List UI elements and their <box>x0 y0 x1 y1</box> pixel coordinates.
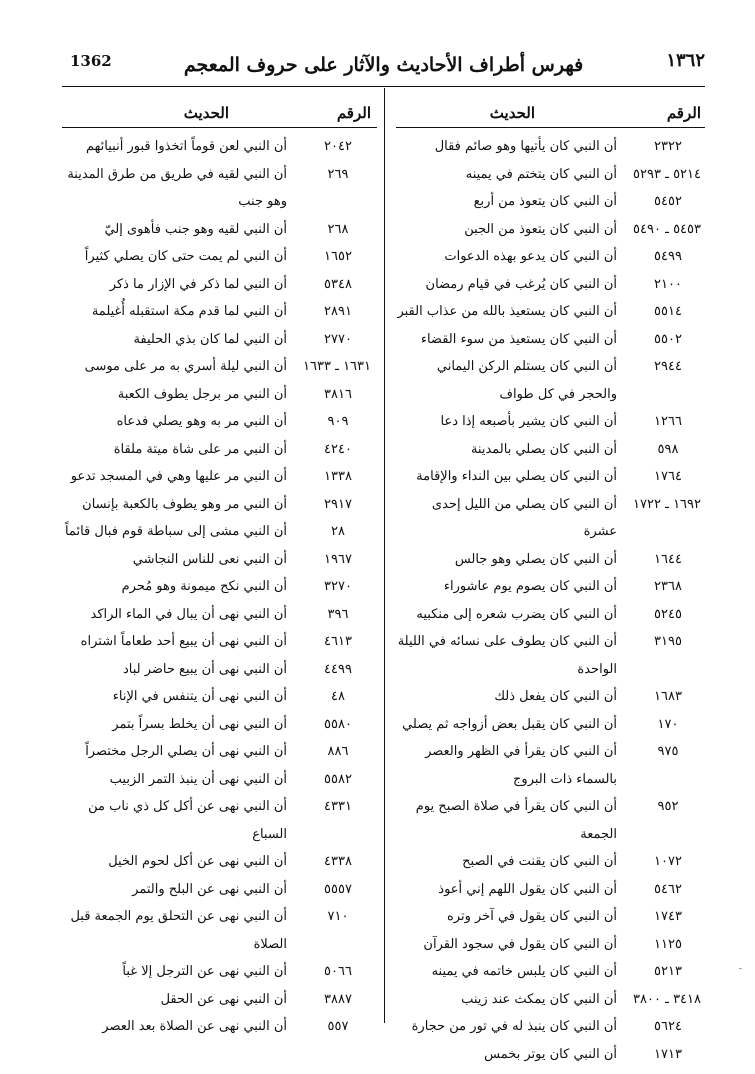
entry-text: أن النبي كان يضرب شعره إلى منكبيه <box>416 606 617 622</box>
index-entry <box>62 463 379 491</box>
entry-text: أن النبي كان يلبس خاتمه في يمينه <box>431 964 617 979</box>
entry-number: ١٦٣١ ـ ١٦٣٣ <box>303 359 371 374</box>
entry-text: أن النبي كان يقبل بعض أزواجه ثم يصلي <box>402 716 617 732</box>
entry-number: ٤٣٣١ <box>324 799 352 814</box>
entry-text: أن النبي نهى أن يبيع حاضر لباد <box>122 661 287 677</box>
entry-text: أن النبي نكح ميمونة وهو مُحرم <box>121 579 287 594</box>
index-entry <box>62 1013 379 1041</box>
index-entry <box>62 766 379 794</box>
index-entry <box>62 353 379 381</box>
entry-text: أن النبي كان يستعيذ من سوء القضاء <box>420 331 617 347</box>
index-entry <box>62 436 379 464</box>
index-entry <box>62 381 379 409</box>
entry-text: أن النبي نهى عن الحقل <box>160 991 287 1007</box>
index-entry <box>62 628 379 656</box>
entry-text: أن النبي كان يأتيها وهو صائم فقال <box>434 139 617 154</box>
entry-number: ٣٨٨٧ <box>324 991 352 1007</box>
index-entry <box>62 958 379 986</box>
entry-number: ١٠٧٢ <box>654 854 682 869</box>
entry-text: أن النبي نهى عن التحلق يوم الجمعة قبل الصلاة <box>70 909 287 952</box>
entry-number: ١٦٨٣ <box>654 689 682 704</box>
index-entry <box>62 683 379 711</box>
index-entry <box>396 546 705 574</box>
entry-text: أن النبي نهى أن يبال في الماء الراكد <box>90 606 287 622</box>
entry-text: أن النبي كان يمكث عند زينب <box>461 991 617 1007</box>
index-entry <box>396 133 705 161</box>
index-entry <box>62 408 379 436</box>
entry-number: ١١٢٥ <box>654 936 682 952</box>
entry-text: أن النبي كان يطوف على نسائه في الليلة الواحدة <box>397 634 617 677</box>
entry-number: ٧١٠ <box>327 909 349 924</box>
entry-number: ١٧٠ <box>657 716 679 732</box>
page-header <box>62 50 705 84</box>
entry-number: ٥٤٦٢ <box>654 881 682 897</box>
entry-text: أن النبي كان يتعوذ من الجبن <box>464 221 617 237</box>
entry-number: ٥٢١٣ <box>654 964 682 979</box>
entry-text: أن النبي لقيه في طريق من طرق المدينة وهو جنب <box>67 166 287 209</box>
index-entry <box>396 876 705 904</box>
entry-number: ٢٣٢٢ <box>654 139 682 154</box>
entry-text: أن النبي مر برجل يطوف الكعبة <box>117 386 287 402</box>
left-column <box>62 92 379 1041</box>
entry-number: ٥٢٤٥ <box>654 606 682 622</box>
left-column-header <box>62 92 379 128</box>
index-entry <box>396 601 705 629</box>
entry-text: أن النبي كان يصوم يوم عاشوراء <box>443 579 617 594</box>
entry-text: أن النبي لعن قوماً اتخذوا قبور أنبيائهم <box>86 139 287 154</box>
entry-number: ١٦٤٤ <box>654 551 682 567</box>
index-entry <box>396 216 705 244</box>
index-entry <box>396 408 705 436</box>
entry-number: ٢٦٩ <box>327 166 349 182</box>
entry-text: أن النبي كان ينبذ له في تور من حجارة <box>411 1019 617 1034</box>
entry-text: أن النبي كان يُرغب في قيام رمضان <box>425 276 617 292</box>
index-entry <box>396 573 705 601</box>
index-entry <box>396 491 705 546</box>
column-heading-rule <box>396 127 705 128</box>
entry-text: أن النبي مر على شاة ميتة ملقاة <box>113 441 287 457</box>
entry-text: أن النبي لم يمت حتى كان يصلي كثيراً <box>84 249 287 264</box>
entry-number: ١٣٣٨ <box>324 469 352 484</box>
entry-number: ١٧٤٣ <box>654 909 682 924</box>
right-column-header <box>396 92 705 128</box>
entry-number: ١٧١٣ <box>654 1046 682 1062</box>
index-entry <box>396 903 705 931</box>
index-entry <box>396 188 705 216</box>
index-entry <box>396 353 705 408</box>
entry-number: ٣٨١٦ <box>324 386 352 402</box>
entry-number: ٢٨٩١ <box>324 304 352 319</box>
entry-number: ٤٤٩٩ <box>324 661 352 677</box>
entry-text: أن النبي نهى عن الصلاة بعد العصر <box>102 1019 287 1034</box>
entry-text: أن النبي كان يقول اللهم إني أعوذ <box>438 881 617 897</box>
entry-text: أن النبي لما ذكر في الإزار ما ذكر <box>109 276 287 292</box>
index-entry <box>396 298 705 326</box>
entry-text: أن النبي نهى أن يصلي الرجل مختصراً <box>85 744 287 759</box>
entry-number: ٥٥٨٠ <box>324 716 352 732</box>
left-column-rows <box>62 128 379 1041</box>
entry-text: أن النبي نهى عن البلح والتمر <box>132 881 287 897</box>
index-entry <box>62 271 379 299</box>
entry-text: أن النبي نهى عن أكل لحوم الخيل <box>108 854 287 869</box>
page-number-latin: 1362 <box>70 52 112 70</box>
entry-number: ٤٢٤٠ <box>324 441 352 457</box>
entry-text: أن النبي كان يتختم في يمينه <box>465 166 617 182</box>
index-entry <box>396 1013 705 1041</box>
index-entry <box>62 876 379 904</box>
entry-text: أن النبي كان يستلم الركن اليماني والحجر في كل طواف <box>436 359 617 402</box>
entry-text: أن النبي مر به وهو يصلي فدعاه <box>116 414 287 429</box>
entry-text: أن النبي كان يشير بأصبعه إذا دعا <box>440 414 617 429</box>
index-entry <box>396 711 705 739</box>
entry-number: ٥٤٥٣ ـ ٥٤٩٠ <box>633 221 701 237</box>
number-column-heading: الرقم <box>336 104 371 122</box>
index-entry <box>396 436 705 464</box>
index-entry <box>396 931 705 959</box>
entry-text: أن النبي لما قدم مكة استقبله أُغيلمة <box>91 304 287 319</box>
column-divider <box>384 88 385 1023</box>
entry-number: ٣١٩٥ <box>654 634 682 649</box>
right-column <box>396 92 705 1068</box>
index-entry <box>396 738 705 793</box>
number-column-heading: الرقم <box>666 104 701 122</box>
index-entry <box>62 573 379 601</box>
index-entry <box>396 683 705 711</box>
entry-text: أن النبي كان يصلي من الليل إحدى عشرة <box>431 496 617 539</box>
index-entry <box>62 518 379 546</box>
index-entry <box>62 738 379 766</box>
entry-text: أن النبي نهى عن أكل كل ذي ناب من السباع <box>88 799 287 842</box>
index-entry <box>396 848 705 876</box>
index-entry <box>62 243 379 271</box>
entry-number: ٥٥٥٧ <box>324 881 352 897</box>
index-entry <box>62 848 379 876</box>
hadith-column-heading: الحديث <box>489 104 535 122</box>
entry-number: ٥٩٨ <box>657 441 679 457</box>
entry-text: أن النبي نهى أن يخلط بسراً بتمر <box>112 716 287 732</box>
entry-text: أن النبي لما كان بذي الحليفة <box>133 331 287 347</box>
entry-number: ٥٢١٤ ـ ٥٢٩٣ <box>633 166 701 182</box>
entry-text: أن النبي نهى أن يبيع أحد طعاماً اشتراه <box>80 634 287 649</box>
entry-number: ٢٣٦٨ <box>654 579 682 594</box>
entry-number: ٥٤٥٢ <box>654 194 682 209</box>
index-entry <box>396 271 705 299</box>
entry-text: أن النبي ليلة أسري به مر على موسى <box>84 359 287 374</box>
entry-text: أن النبي كان يصلي وهو جالس <box>454 551 617 567</box>
entry-text: أن النبي لقيه وهو جنب فأهوى إليّ <box>104 221 287 237</box>
entry-text: أن النبي مر وهو يطوف بالكعبة بإنسان <box>82 496 287 512</box>
entry-number: ٣٩٦ <box>327 606 349 622</box>
index-entry <box>396 1041 705 1069</box>
entry-number: ٥٥١٤ <box>654 304 682 319</box>
entry-text: أن النبي كان يقرأ في صلاة الصبح يوم الجمعة <box>415 799 617 842</box>
index-entry <box>62 216 379 244</box>
entry-number: ٢٧٧٠ <box>324 331 352 347</box>
entry-number: ٥٥٧ <box>327 1019 349 1034</box>
index-entry <box>62 601 379 629</box>
page-title: فهرس أطراف الأحاديث والآثار على حروف المعجم <box>183 54 584 76</box>
index-entry <box>62 546 379 574</box>
entry-number: ٢٨ <box>331 524 345 539</box>
entry-number: ٥٠٦٦ <box>324 964 352 979</box>
index-entry <box>62 711 379 739</box>
index-entry <box>62 326 379 354</box>
entry-text: أن النبي كان يصلي بين النداء والإقامة <box>416 469 617 484</box>
entry-number: ٤٣٣٨ <box>324 854 352 869</box>
entry-number: ٥٥٨٢ <box>324 771 352 787</box>
entry-number: ٢٩١٧ <box>324 496 352 512</box>
entry-number: ٤٦١٣ <box>324 634 352 649</box>
entry-text: أن النبي كان يفعل ذلك <box>494 689 617 704</box>
index-entry <box>62 298 379 326</box>
entry-text: أن النبي كان يقرأ في الظهر والعصر بالسماء ذات البروج <box>425 744 617 787</box>
index-entry <box>396 326 705 354</box>
index-entry <box>62 793 379 848</box>
entry-number: ٨٨٦ <box>327 744 349 759</box>
entry-text: أن النبي كان يقول في سجود القرآن <box>423 936 617 952</box>
index-entry <box>62 491 379 519</box>
index-entry <box>396 793 705 848</box>
index-entry <box>396 463 705 491</box>
entry-number: ٢١٠٠ <box>654 276 682 292</box>
header-rule <box>62 86 705 87</box>
right-column-rows <box>396 128 705 1068</box>
entry-number: ١٦٥٢ <box>324 249 352 264</box>
entry-text: أن النبي نهى أن ينبذ التمر الزبيب <box>109 771 287 787</box>
index-entry <box>62 133 379 161</box>
entry-number: ٩٥٢ <box>657 799 679 814</box>
entry-number: ١٦٩٢ ـ ١٧٢٢ <box>633 496 701 512</box>
index-entry <box>396 958 705 986</box>
entry-text: أن النبي مشى إلى سباطة قوم فبال قائماً <box>64 524 287 539</box>
entry-text: أن النبي نهى عن الترجل إلا غباً <box>122 964 287 979</box>
index-entry <box>62 656 379 684</box>
index-entry <box>62 986 379 1014</box>
index-entry <box>62 903 379 958</box>
entry-number: ٣٢٧٠ <box>324 579 352 594</box>
entry-text: أن النبي نهى أن يتنفس في الإناء <box>112 689 287 704</box>
entry-text: أن النبي كان يدعو بهذه الدعوات <box>444 249 617 264</box>
entry-text: أن النبي مر عليها وهي في المسجد تدعو <box>70 469 287 484</box>
entry-number: ١٢٦٦ <box>654 414 682 429</box>
entry-number: ٩٧٥ <box>657 744 679 759</box>
entry-number: ٢٦٨ <box>327 221 349 237</box>
entry-number: ٤٨ <box>331 689 345 704</box>
entry-number: ١٧٦٤ <box>654 469 682 484</box>
entry-number: ٩٠٩ <box>327 414 349 429</box>
entry-number: ٥٦٢٤ <box>654 1019 682 1034</box>
entry-text: أن النبي نعى للناس النجاشي <box>132 551 287 567</box>
hadith-column-heading: الحديث <box>183 104 229 122</box>
entry-text: أن النبي كان يقنت في الصبح <box>462 854 617 869</box>
page-number-arabic: ١٣٦٢ <box>666 50 705 71</box>
column-heading-rule <box>62 127 377 128</box>
index-entry <box>396 628 705 683</box>
entry-number: ٢٩٤٤ <box>654 359 682 374</box>
entry-text: أن النبي كان يستعيذ بالله من عذاب القبر <box>397 304 617 319</box>
index-entry <box>62 161 379 216</box>
margin-mark: ˜ <box>738 968 743 978</box>
index-entry <box>396 986 705 1014</box>
entry-text: أن النبي كان يتعوذ من أربع <box>473 194 617 209</box>
entry-number: ٥٣٤٨ <box>324 276 352 292</box>
entry-number: ١٩٦٧ <box>324 551 352 567</box>
entry-text: أن النبي كان يصلي بالمدينة <box>470 441 617 457</box>
entry-number: ٣٤١٨ ـ ٣٨٠٠ <box>633 991 701 1007</box>
entry-text: أن النبي كان يوتر بخمس <box>484 1046 617 1062</box>
index-entry <box>396 243 705 271</box>
entry-number: ٥٥٠٢ <box>654 331 682 347</box>
index-entry <box>396 161 705 189</box>
entry-number: ٥٤٩٩ <box>654 249 682 264</box>
entry-text: أن النبي كان يقول في آخر وتره <box>446 909 617 924</box>
entry-number: ٢٠٤٢ <box>324 139 352 154</box>
